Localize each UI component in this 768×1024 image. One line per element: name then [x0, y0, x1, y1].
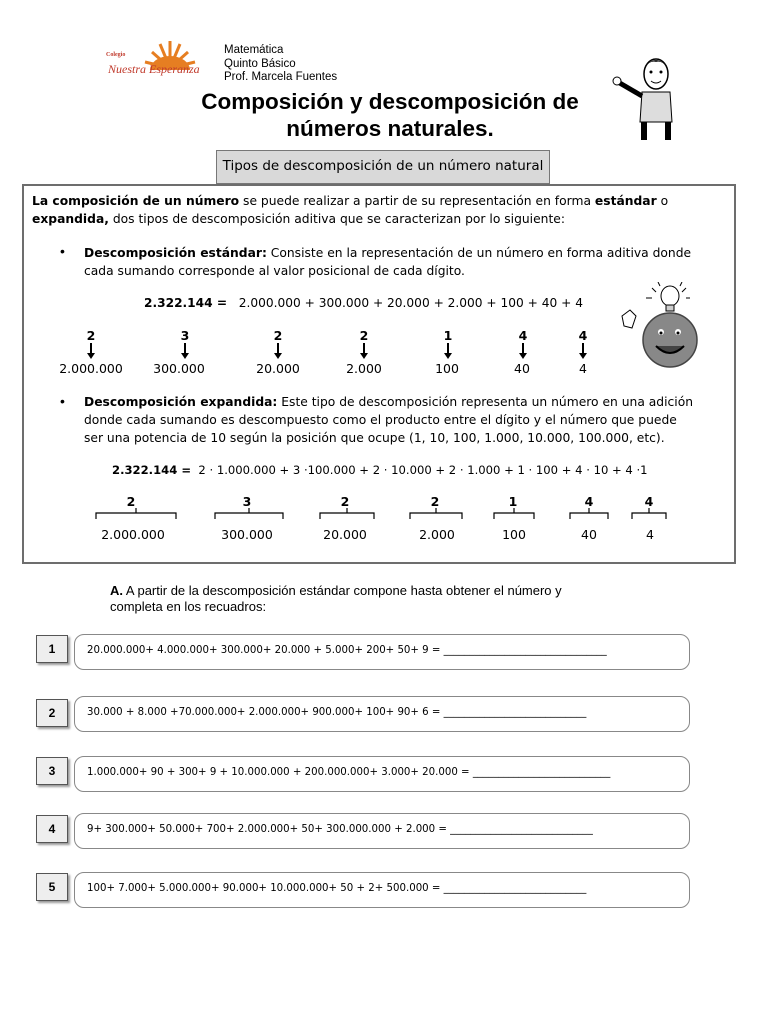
exercise-text-3: 1.000.000+ 90 + 300+ 9 + 10.000.000 + 200.000.000+ 3.000+ 20.000 = ___________________________ — [87, 767, 611, 778]
section-subtitle: Tipos de descomposición de un número natural — [216, 150, 550, 184]
expanded-digit: 1 — [508, 494, 518, 509]
expanded-value: 40 — [581, 527, 597, 542]
standard-digit: 4 — [578, 328, 588, 343]
instruction-letter: A. — [110, 583, 123, 598]
expanded-text-1: Este tipo de descomposición representa un número en una adición — [277, 395, 694, 409]
standard-text-2: cada sumando corresponde al valor posicional de cada dígito. — [84, 264, 465, 278]
bracket-icon — [630, 507, 670, 521]
title-line-2: números naturales. — [286, 116, 494, 141]
standard-equation — [144, 296, 583, 310]
instruction-text-2: completa en los recuadros: — [110, 599, 267, 614]
bracket-icon — [213, 507, 285, 521]
standard-value: 40 — [514, 361, 530, 376]
expanded-value: 20.000 — [323, 527, 367, 542]
bracket-icon — [408, 507, 466, 521]
standard-digit: 4 — [518, 328, 528, 343]
logo-name-text: Nuestra Esperanza — [108, 62, 200, 76]
exercise-text-4: 9+ 300.000+ 50.000+ 700+ 2.000.000+ 50+ 300.000.000 + 2.000 = ____________________________ — [87, 824, 593, 835]
arrowhead-icon — [444, 353, 452, 359]
standard-label: Descomposición estándar: — [84, 246, 267, 260]
intro-bold-1: La composición de un número — [32, 194, 240, 208]
exercise-number-3: 3 — [36, 757, 68, 785]
expanded-label: Descomposición expandida: — [84, 395, 278, 409]
standard-value: 2.000.000 — [59, 361, 123, 376]
subject: Matemática — [224, 44, 284, 56]
arrowhead-icon — [87, 353, 95, 359]
exercise-text-2: 30.000 + 8.000 +70.000.000+ 2.000.000+ 900.000+ 100+ 90+ 6 = ____________________________ — [87, 707, 587, 718]
standard-digit: 3 — [180, 328, 190, 343]
bracket-icon — [492, 507, 538, 521]
logo-small-text: Colegio — [106, 52, 126, 58]
bracket-icon — [568, 507, 612, 521]
standard-eq-rhs: 2.000.000 + 300.000 + 20.000 + 2.000 + 100 + 40 + 4 — [238, 296, 583, 310]
standard-digit: 2 — [273, 328, 283, 343]
exercise-number-4: 4 — [36, 815, 68, 843]
exercise-row-2[interactable] — [74, 696, 690, 732]
bracket-icon — [318, 507, 378, 521]
expanded-value: 100 — [502, 527, 526, 542]
standard-value: 300.000 — [153, 361, 205, 376]
expanded-paragraph — [84, 393, 724, 447]
lightbulb-smiley-icon — [616, 282, 708, 372]
intro-bold-2: estándar — [594, 194, 657, 208]
standard-digit: 1 — [443, 328, 453, 343]
expanded-eq-rhs: 2 · 1.000.000 + 3 ·100.000 + 2 · 10.000 + 2 · 1.000 + 1 · 100 + 4 · 10 + 4 ·1 — [198, 463, 648, 477]
expanded-digit: 3 — [242, 494, 252, 509]
title-line-1: Composición y descomposición de — [201, 89, 579, 114]
instruction — [110, 583, 670, 615]
bullet-expanded: • — [60, 393, 65, 409]
expanded-text-2: donde cada sumando es descompuesto como el producto entre el dígito y el número que puede — [84, 413, 677, 427]
arrowhead-icon — [579, 353, 587, 359]
header-info — [224, 44, 337, 85]
instruction-text-1: A partir de la descomposición estándar compone hasta obtener el número y — [123, 583, 562, 598]
standard-text-1: Consiste en la representación de un número en forma aditiva donde — [266, 246, 692, 260]
expanded-equation — [112, 463, 648, 477]
intro-bold-3: expandida, — [32, 212, 109, 226]
bullet-standard: • — [60, 243, 65, 259]
standard-digit: 2 — [359, 328, 369, 343]
intro-text-1: se puede realizar a partir de su representación en forma — [239, 194, 595, 208]
teacher-name: Prof. Marcela Fuentes — [224, 71, 338, 83]
expanded-eq-lhs: 2.322.144 = — [112, 463, 192, 477]
standard-value: 20.000 — [256, 361, 300, 376]
standard-value: 100 — [435, 361, 459, 376]
standard-eq-lhs: 2.322.144 = — [144, 296, 228, 310]
standard-digit: 2 — [86, 328, 96, 343]
expanded-value: 4 — [646, 527, 654, 542]
intro-paragraph — [32, 192, 728, 228]
exercise-row-1[interactable] — [74, 634, 690, 670]
arrowhead-icon — [360, 353, 368, 359]
intro-text-2: o — [656, 194, 669, 208]
arrowhead-icon — [181, 353, 189, 359]
exercise-row-3[interactable] — [74, 756, 690, 792]
expanded-digit: 4 — [644, 494, 654, 509]
school-logo — [100, 38, 220, 90]
intro-text-3: dos tipos de descomposición aditiva que se caracterizan por lo siguiente: — [108, 212, 565, 226]
standard-paragraph — [84, 244, 724, 280]
expanded-digit: 2 — [430, 494, 440, 509]
exercise-text-1: 20.000.000+ 4.000.000+ 300.000+ 20.000 + 5.000+ 200+ 50+ 9 = ________________________________ — [87, 645, 607, 656]
exercise-row-4[interactable] — [74, 813, 690, 849]
standard-value: 4 — [579, 361, 587, 376]
exercise-text-5: 100+ 7.000+ 5.000.000+ 90.000+ 10.000.000+ 50 + 2+ 500.000 = ____________________________ — [87, 883, 587, 894]
exercise-number-2: 2 — [36, 699, 68, 727]
bracket-icon — [94, 507, 178, 521]
exercise-row-5[interactable] — [74, 872, 690, 908]
expanded-value: 300.000 — [221, 527, 273, 542]
expanded-text-3: ser una potencia de 10 según la posición que ocupe (1, 10, 100, 1.000, 10.000, 100.000, etc). — [84, 431, 665, 445]
expanded-digit: 2 — [340, 494, 350, 509]
exercise-number-5: 5 — [36, 873, 68, 901]
expanded-value: 2.000 — [419, 527, 455, 542]
expanded-digit: 4 — [584, 494, 594, 509]
standard-value: 2.000 — [346, 361, 382, 376]
arrowhead-icon — [519, 353, 527, 359]
page-title — [150, 88, 630, 142]
expanded-digit: 2 — [126, 494, 136, 509]
arrowhead-icon — [274, 353, 282, 359]
exercise-number-1: 1 — [36, 635, 68, 663]
expanded-value: 2.000.000 — [101, 527, 165, 542]
grade: Quinto Básico — [224, 57, 296, 70]
teacher-cartoon-icon — [612, 52, 692, 144]
